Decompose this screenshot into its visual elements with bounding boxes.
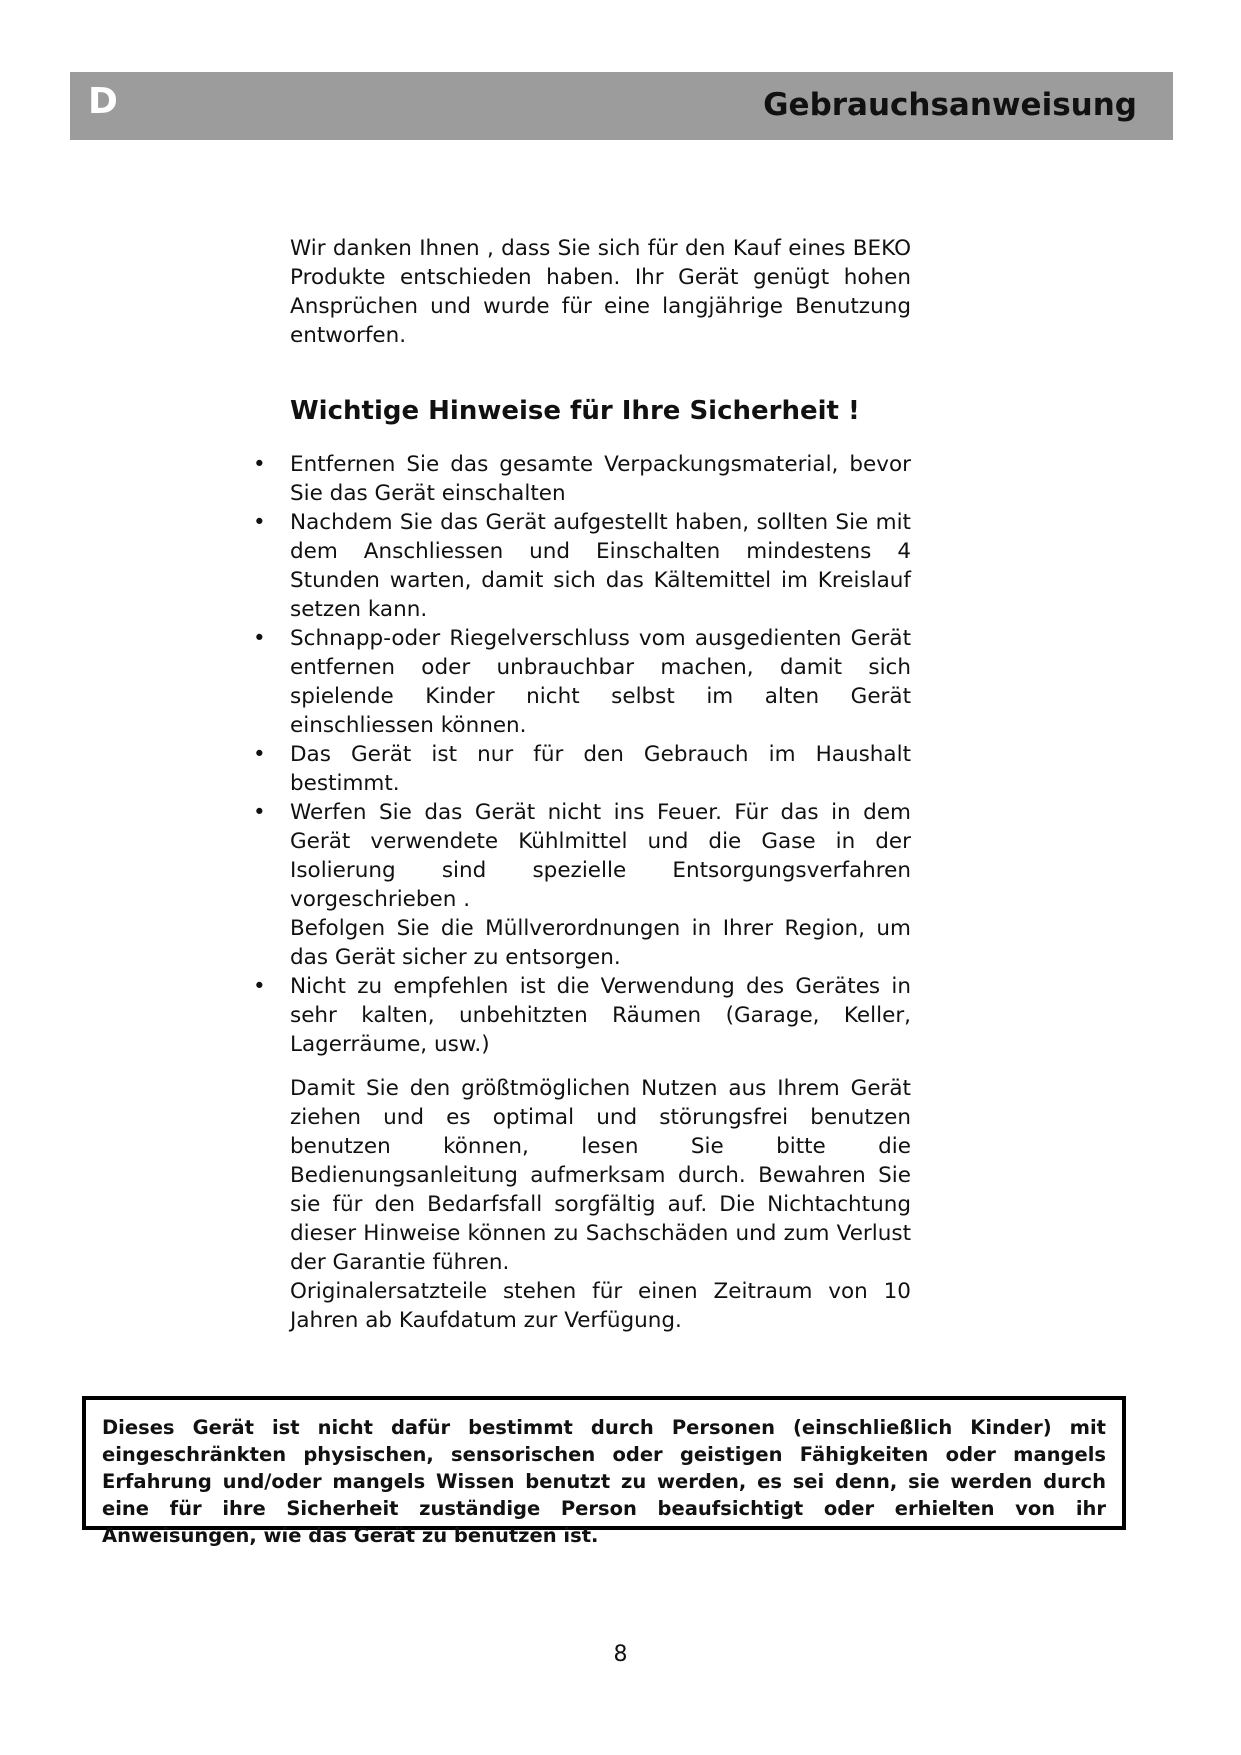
document-title: Gebrauchsanweisung: [763, 87, 1137, 123]
language-code: D: [88, 81, 118, 122]
page-header: [70, 72, 1173, 140]
safety-heading: Wichtige Hinweise für Ihre Sicherheit !: [290, 396, 860, 426]
bullet-icon: •: [253, 510, 266, 535]
safety-item-text: Schnapp-oder Riegelverschluss vom ausgedienten Gerät entfernen oder unbrauchbar machen, damit sich spielende Kinder nicht selbst im alten Gerät einschliessen können.: [290, 626, 911, 738]
warning-text: Dieses Gerät ist nicht dafür bestimmt durch Personen (einschließlich Kinder) mit eingeschränkten physischen, sensorischen oder geistigen Fähigkeiten oder mangels Erfahrung und/oder mangels Wissen benutzt zu werden, es sei denn, sie werden durch eine für ihre Sicherheit zuständige Person beaufsichtigt oder erhielten von ihr Anweisungen, wie das Gerät zu benutzen ist.: [102, 1416, 1106, 1547]
intro-paragraph: Wir danken Ihnen , dass Sie sich für den Kauf eines BEKO Produkte entschieden haben. Ihr Gerät genügt hohen Ansprüchen und wurde für eine langjährige Benutzung entworfen.: [290, 236, 911, 348]
safety-item-text: Entfernen Sie das gesamte Verpackungsmaterial, bevor Sie das Gerät einschalten: [290, 452, 911, 506]
safety-item-text: Das Gerät ist nur für den Gebrauch im Haushalt bestimmt.: [290, 742, 911, 796]
safety-item: [253, 624, 911, 740]
bullet-icon: •: [253, 974, 266, 999]
bullet-icon: •: [253, 742, 266, 767]
main-content: [253, 234, 911, 1335]
safety-item-text: Werfen Sie das Gerät nicht ins Feuer. Für das in dem Gerät verwendete Kühlmittel und die Gase in der Isolierung sind spezielle Entsorgungsverfahren vorgeschrieben .: [290, 800, 911, 912]
safety-item: [253, 798, 911, 972]
safety-list: [253, 450, 911, 1059]
safety-item: [253, 450, 911, 508]
bullet-icon: •: [253, 626, 266, 651]
spare-parts-text: Originalersatzteile stehen für einen Zeitraum von 10 Jahren ab Kaufdatum zur Verfügung.: [290, 1279, 911, 1333]
safety-item: [253, 740, 911, 798]
page-number: 8: [613, 1642, 628, 1667]
safety-item-text: Nachdem Sie das Gerät aufgestellt haben, sollten Sie mit dem Anschliessen und Einschalten mindestens 4 Stunden warten, damit sich das Kältemittel im Kreislauf setzen kann.: [290, 510, 911, 622]
safety-item: [253, 508, 911, 624]
safety-item-extra-text: Befolgen Sie die Müllverordnungen in Ihrer Region, um das Gerät sicher zu entsorgen.: [290, 916, 911, 970]
closing-paragraph: [290, 1074, 911, 1335]
closing-text: Damit Sie den größtmöglichen Nutzen aus Ihrem Gerät ziehen und es optimal und störungsfrei benutzen benutzen können, lesen Sie bitte die Bedienungsanleitung aufmerksam durch. Bewahren Sie sie für den Bedarfsfall sorgfältig auf. Die Nichtachtung dieser Hinweise können zu Sachschäden und zum Verlust der Garantie führen.: [290, 1076, 911, 1275]
safety-item-text: Nicht zu empfehlen ist die Verwendung des Gerätes in sehr kalten, unbehitzten Räumen (Garage, Keller, Lagerräume, usw.): [290, 974, 911, 1057]
bullet-icon: •: [253, 800, 266, 825]
bullet-icon: •: [253, 452, 266, 477]
safety-item: [253, 972, 911, 1059]
warning-box: [82, 1396, 1126, 1547]
